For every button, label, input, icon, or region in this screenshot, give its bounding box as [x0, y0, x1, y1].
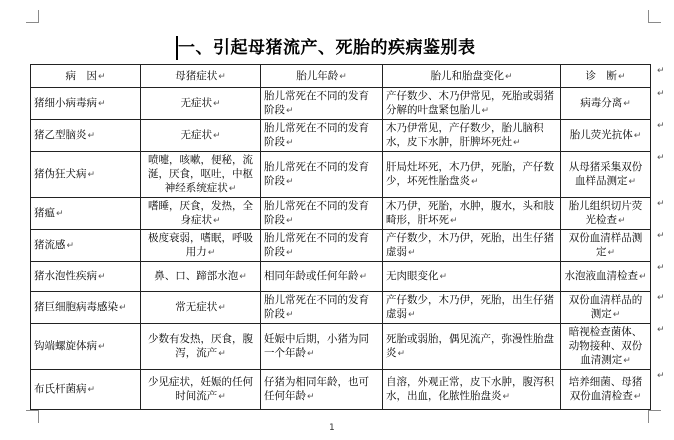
cell-text: 猪细小病毒病: [34, 97, 97, 109]
paragraph-mark-icon: ↵: [98, 272, 106, 282]
paragraph-mark-icon: ↵: [218, 303, 226, 313]
paragraph-mark-icon: ↵: [307, 349, 315, 359]
table-cell[interactable]: [261, 324, 383, 370]
cell-text: 胎儿组织切片荧光检查: [568, 200, 643, 226]
paragraph-mark-icon: ↵: [212, 216, 221, 226]
column-header-label: 母猪症状: [175, 69, 218, 82]
paragraph-mark-icon: ↵: [623, 99, 631, 109]
paragraph-mark-icon: ↵: [339, 71, 347, 82]
row-end-mark-icon: ↵: [657, 371, 665, 381]
paragraph-mark-icon: ↵: [56, 209, 64, 219]
table-cell[interactable]: [261, 88, 383, 120]
table-cell[interactable]: [561, 324, 651, 370]
cell-text: 肝局灶坏死，木乃伊，死胎，产仔数少，坏死性胎盘炎: [386, 161, 554, 187]
cell-text: 妊娠中后期，小猪为同一个年龄: [264, 333, 369, 359]
paragraph-mark-icon: ↵: [502, 392, 511, 402]
table-cell[interactable]: [561, 88, 651, 120]
table-row: [31, 230, 651, 262]
table-cell[interactable]: [561, 370, 651, 410]
paragraph-mark-icon: ↵: [286, 248, 294, 258]
table-cell[interactable]: [31, 370, 141, 410]
paragraph-mark-icon: ↵: [439, 272, 448, 282]
paragraph-mark-icon: ↵: [359, 272, 368, 282]
table-header-row: [31, 65, 651, 88]
column-header: [31, 65, 141, 88]
cell-text: 无症状: [180, 97, 212, 109]
table-cell[interactable]: [561, 120, 651, 152]
table-row: [31, 324, 651, 370]
margin-corner-bottom-right: [648, 410, 661, 423]
table-cell[interactable]: [31, 152, 141, 198]
cell-text: 无症状: [180, 129, 212, 141]
paragraph-mark-icon: ↵: [450, 216, 458, 226]
paragraph-mark-icon: ↵: [98, 342, 106, 352]
paragraph-mark-icon: ↵: [504, 71, 513, 82]
table-row: [31, 370, 651, 410]
table-cell[interactable]: [261, 370, 383, 410]
paragraph-mark-icon: ↵: [87, 385, 96, 395]
table-cell[interactable]: [261, 120, 383, 152]
cell-text: 胎儿荧光抗体: [569, 129, 633, 141]
cell-text: 钩端螺旋体病: [34, 340, 97, 352]
cell-text: 产仔数少，木乃伊，死胎，出生仔猪虚弱: [386, 232, 554, 258]
cell-text: 猪乙型脑炎: [34, 129, 87, 141]
paragraph-mark-icon: ↵: [628, 177, 637, 187]
column-header: [383, 65, 561, 88]
paragraph-mark-icon: ↵: [66, 241, 75, 251]
cell-text: 猪水泡性疾病: [34, 270, 97, 282]
table-cell[interactable]: [261, 230, 383, 262]
cell-text: 猪流感: [34, 239, 66, 251]
paragraph-mark-icon: ↵: [218, 392, 226, 402]
cell-text: 喷嚏，咳嗽，便秘，流涎，厌食，呕吐，中枢神经系统症状: [148, 154, 253, 194]
cell-text: 猪巨细胞病毒感染: [34, 301, 118, 313]
table-cell[interactable]: [561, 262, 651, 292]
cell-text: 木乃伊常见，产仔数少，胎儿脑积水，皮下水肿，肝脾坏死灶: [386, 122, 544, 148]
table-row: [31, 292, 651, 324]
column-header-label: 胎儿年龄: [296, 69, 339, 82]
row-end-mark-icon: ↵: [657, 325, 665, 335]
cell-text: 嗜睡，厌食，发热，全身症状: [148, 200, 253, 226]
table-cell[interactable]: [141, 230, 261, 262]
table-cell[interactable]: [141, 198, 261, 230]
column-header: [141, 65, 261, 88]
paragraph-mark-icon: ↵: [633, 392, 642, 402]
paragraph-mark-icon: ↵: [97, 71, 106, 82]
cell-text: 水泡液血清检查: [564, 270, 638, 282]
cell-text: 鼻、口、蹄部水泡: [154, 270, 239, 282]
cell-text: 猪瘟: [34, 207, 55, 219]
row-end-mark-icon: ↵: [657, 66, 665, 76]
cell-text: 极度衰弱，嗜眠，呼吸用力: [148, 232, 253, 258]
cell-text: 常无症状: [175, 301, 218, 313]
margin-corner-bottom-left: [26, 410, 39, 423]
paragraph-mark-icon: ↵: [207, 248, 216, 258]
paragraph-mark-icon: ↵: [212, 99, 221, 109]
paragraph-mark-icon: ↵: [397, 349, 406, 359]
table-row: [31, 88, 651, 120]
table-cell[interactable]: [141, 120, 261, 152]
column-header-label: 病 因: [65, 69, 97, 82]
cell-text: 胎儿常死在不同的发育阶段: [264, 232, 369, 258]
table-cell[interactable]: [141, 370, 261, 410]
cell-text: 暗视检查菌体、动物接种、双份血清测定: [568, 326, 643, 366]
cell-text: 自溶，外观正常，皮下水肿，腹泻积水，出血，化脓性胎盘炎: [386, 376, 554, 402]
table-cell[interactable]: [31, 120, 141, 152]
paragraph-mark-icon: ↵: [98, 99, 106, 109]
row-end-mark-icon: ↵: [657, 153, 665, 163]
table-row: [31, 120, 651, 152]
paragraph-mark-icon: ↵: [87, 131, 96, 141]
paragraph-mark-icon: ↵: [286, 138, 294, 148]
cell-text: 死胎或弱胎，偶见流产，弥漫性胎盘炎: [386, 333, 554, 359]
paragraph-mark-icon: ↵: [218, 71, 226, 82]
paragraph-mark-icon: ↵: [87, 170, 96, 180]
table-cell[interactable]: [383, 120, 561, 152]
table-row: [31, 198, 651, 230]
cell-text: 双份血清样品的测定: [568, 294, 643, 320]
paragraph-mark-icon: ↵: [286, 310, 294, 320]
table-cell[interactable]: [31, 88, 141, 120]
table-cell[interactable]: [561, 152, 651, 198]
cell-text: 胎儿常死在不同的发育阶段: [264, 294, 369, 320]
table-cell[interactable]: [561, 198, 651, 230]
cell-text: 木乃伊，死胎，水肿，腹水，头和肢畸形，肝坏死: [386, 200, 554, 226]
table-body: [31, 88, 651, 410]
table-cell[interactable]: [31, 230, 141, 262]
column-header: [561, 65, 651, 88]
table-cell[interactable]: [261, 152, 383, 198]
cell-text: 培养细菌、母猪双份血清检查: [568, 376, 643, 402]
paragraph-mark-icon: ↵: [286, 216, 294, 226]
table-cell[interactable]: [561, 292, 651, 324]
paragraph-mark-icon: ↵: [617, 216, 626, 226]
table-cell[interactable]: [31, 262, 141, 292]
table-cell[interactable]: [383, 262, 561, 292]
row-end-mark-icon: ↵: [657, 199, 665, 209]
table-cell[interactable]: [383, 198, 561, 230]
table-cell[interactable]: [383, 88, 561, 120]
paragraph-mark-icon: ↵: [638, 272, 647, 282]
table-cell[interactable]: [383, 152, 561, 198]
table-cell[interactable]: [261, 262, 383, 292]
row-end-mark-icon: ↵: [657, 231, 665, 241]
column-header-label: 诊 断: [585, 69, 617, 82]
table-cell[interactable]: [141, 152, 261, 198]
table-cell[interactable]: [561, 230, 651, 262]
paragraph-mark-icon: ↵: [617, 71, 626, 82]
table-cell[interactable]: [31, 324, 141, 370]
cell-text: 胎儿常死在不同的发育阶段: [264, 200, 369, 226]
table-row: [31, 262, 651, 292]
paragraph-mark-icon: ↵: [633, 131, 642, 141]
table-cell[interactable]: [383, 230, 561, 262]
paragraph-mark-icon: ↵: [471, 177, 479, 187]
cell-text: 胎儿常死在不同的发育阶段: [264, 90, 369, 116]
cell-text: 无肉眼变化: [386, 270, 439, 282]
cell-text: 少数有发热，厌食，腹泻，流产: [148, 333, 253, 359]
table-cell[interactable]: [383, 324, 561, 370]
cell-text: 胎儿常死在不同的发育阶段: [264, 161, 369, 187]
table-row: [31, 152, 651, 198]
margin-corner-top-left: [26, 10, 39, 23]
table-cell[interactable]: [31, 198, 141, 230]
cell-text: 猪伪狂犬病: [34, 168, 87, 180]
paragraph-mark-icon: ↵: [212, 131, 221, 141]
paragraph-mark-icon: ↵: [119, 303, 127, 313]
cell-text: 病毒分离: [580, 97, 623, 109]
table-cell[interactable]: [31, 292, 141, 324]
paragraph-mark-icon: ↵: [481, 106, 490, 116]
table-cell[interactable]: [141, 324, 261, 370]
cell-text: 相同年龄或任何年龄: [264, 270, 359, 282]
paragraph-mark-icon: ↵: [623, 356, 631, 366]
cell-text: 产仔数少、木乃伊常见，死胎或弱猪分解的叶盘紧包胎儿: [386, 90, 554, 116]
paragraph-mark-icon: ↵: [513, 138, 521, 148]
cell-text: 胎儿常死在不同的发育阶段: [264, 122, 369, 148]
column-header-label: 胎儿和胎盘变化: [430, 69, 504, 82]
paragraph-mark-icon: ↵: [228, 184, 237, 194]
column-header: [261, 65, 383, 88]
row-end-mark-icon: ↵: [657, 293, 665, 303]
cell-text: 仔猪为相同年龄，也可任何年龄: [264, 376, 369, 402]
table-cell[interactable]: [141, 262, 261, 292]
cell-text: 双份血清样品测定: [568, 232, 643, 258]
table-cell[interactable]: [261, 292, 383, 324]
table-cell[interactable]: [261, 198, 383, 230]
table-cell[interactable]: [383, 292, 561, 324]
table-cell[interactable]: [141, 88, 261, 120]
paragraph-mark-icon: ↵: [408, 248, 416, 258]
paragraph-mark-icon: ↵: [307, 392, 315, 402]
paragraph-mark-icon: ↵: [612, 310, 621, 320]
row-end-mark-icon: ↵: [657, 121, 665, 131]
table-cell[interactable]: [141, 292, 261, 324]
disease-differentiation-table: [30, 64, 651, 410]
paragraph-mark-icon: ↵: [607, 248, 616, 258]
paragraph-mark-icon: ↵: [286, 106, 294, 116]
paragraph-mark-icon: ↵: [408, 310, 416, 320]
cell-text: 从母猪采集双份血样品测定: [568, 161, 643, 187]
paragraph-mark-icon: ↵: [218, 349, 226, 359]
cell-text: 产仔数少，木乃伊，死胎，出生仔猪虚弱: [386, 294, 554, 320]
margin-corner-top-right: [648, 10, 661, 23]
cell-text: 少见症状，妊娠的任何时间流产: [148, 376, 253, 402]
row-end-mark-icon: ↵: [657, 263, 665, 273]
paragraph-mark-icon: ↵: [286, 177, 294, 187]
row-end-mark-icon: ↵: [657, 89, 665, 99]
page-number: 1: [329, 423, 335, 433]
paragraph-mark-icon: ↵: [239, 272, 247, 282]
table-cell[interactable]: [383, 370, 561, 410]
document-title[interactable]: 一、引起母猪流产、死胎的疾病鉴别表: [178, 38, 476, 58]
cell-text: 布氏杆菌病: [34, 383, 87, 395]
